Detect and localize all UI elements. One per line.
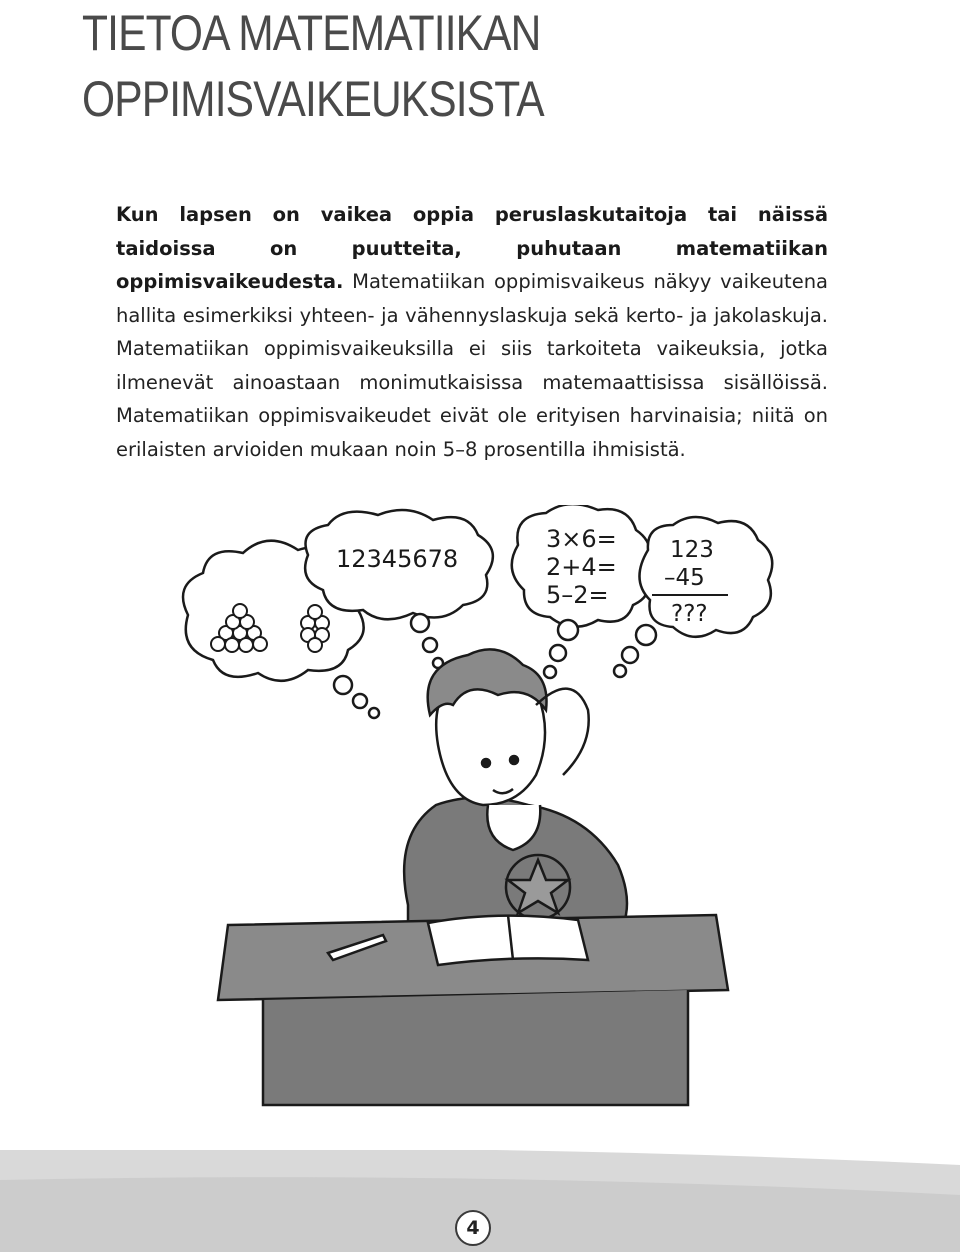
bubble-subtraction-result: ??? — [671, 601, 708, 627]
bubble-equation-3: 5–2= — [546, 581, 609, 609]
desk — [218, 915, 728, 1105]
page-title — [82, 0, 762, 132]
bubble-subtraction-bottom: –45 — [664, 565, 705, 591]
page-number-badge: 4 — [455, 1210, 491, 1246]
bubble-equation-1: 3×6= — [546, 525, 617, 553]
bubble-numbers-text: 12345678 — [336, 545, 459, 573]
page-title-line-2: OPPIMISVAIKEUKSISTA — [82, 71, 544, 127]
intro-body: Matematiikan oppimisvaikeus näkyy vaikeutena hallita esimerkiksi yhteen- ja vähennyslaskuja sekä kerto- ja jakolaskuja. Matematiikan oppimisvaikeuksilla ei siis tarkoiteta vaikeuksia, jotka ilmenevät ainoastaan monimutkaisissa matemaattisissa sisällöissä. Matematiikan oppimisvaikeudet eivät ole erityisen harvinaisia; niitä on erilaisten arvioiden mukaan noin 5–8 prosentilla ihmisistä. — [116, 270, 828, 461]
boy-figure — [404, 649, 627, 925]
intro-bold-lead: Kun lapsen on vaikea oppia peruslaskutaitoja tai näissä taidoissa on puutteita, puhutaan matematiikan oppimisvaikeudesta. — [116, 203, 828, 293]
page-title-line-1: TIETOA MATEMATIIKAN — [82, 5, 541, 61]
math-difficulty-illustration — [168, 505, 798, 1110]
intro-paragraph — [116, 198, 828, 466]
bubble-equation-2: 2+4= — [546, 553, 617, 581]
bubble-subtraction-top: 123 — [670, 537, 714, 563]
